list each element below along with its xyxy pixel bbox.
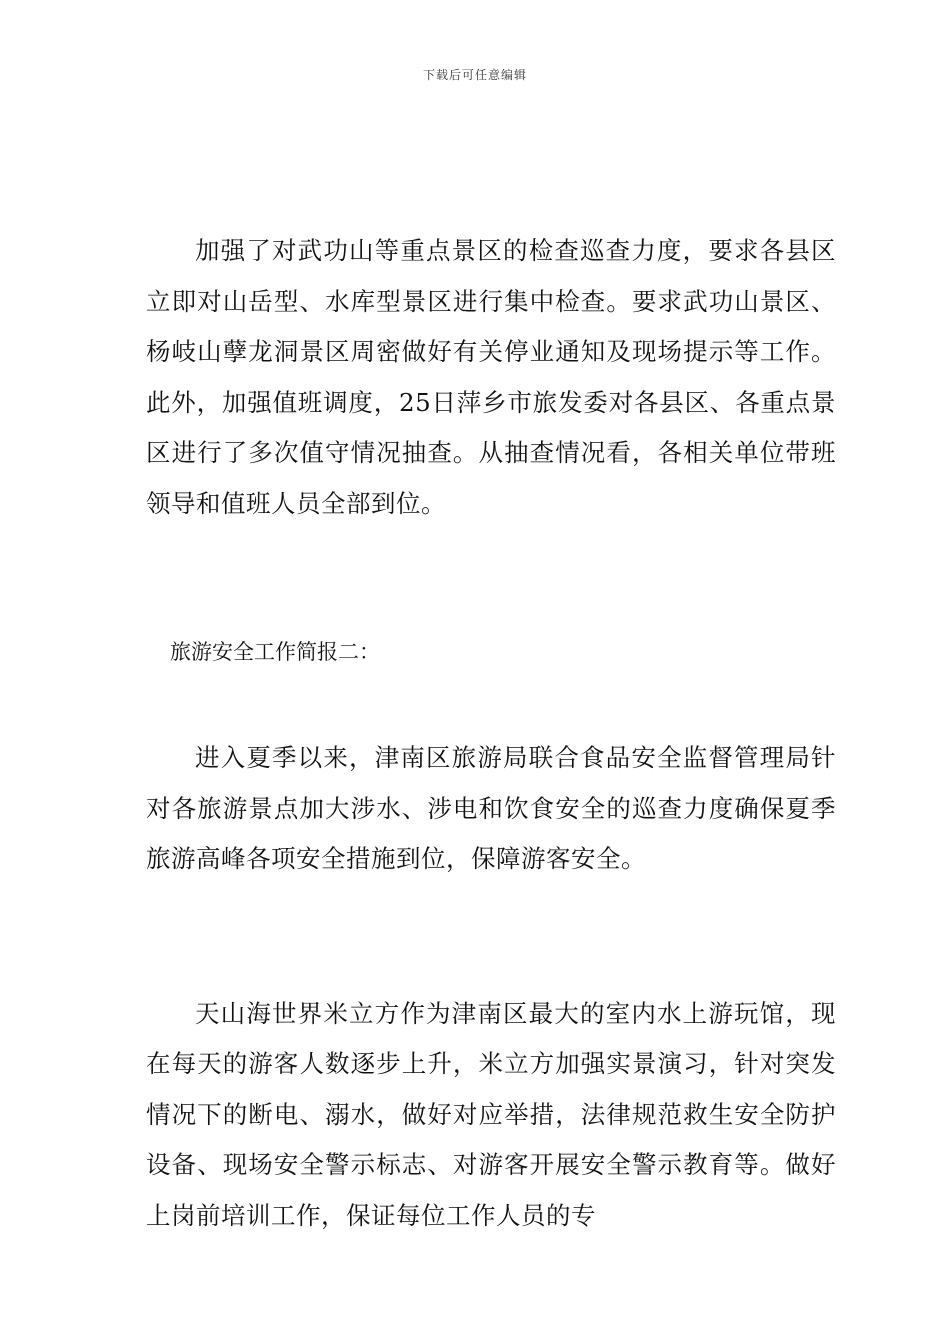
paragraph-water-park: 天山海世界米立方作为津南区最大的室内水上游玩馆，现在每天的游客人数逐步上升，米立方加强实景演习，针对突发情况下的断电、溺水，做好对应举措，法律规范救生安全防护设备、现场安全警示标志、对游客开展安全警示教育等。做好上岗前培训工作，保证每位工作人员的专 bbox=[146, 998, 836, 1230]
spacer bbox=[146, 529, 836, 637]
paragraph-summer-safety: 进入夏季以来，津南区旅游局联合食品安全监督管理局针对各旅游景点加大涉水、涉电和饮食安全的巡查力度确保夏季旅游高峰各项安全措施到位，保障游客安全。 bbox=[146, 743, 836, 873]
section-heading: 旅游安全工作简报二： bbox=[170, 640, 380, 664]
spacer bbox=[146, 885, 836, 989]
document-body bbox=[146, 226, 836, 1241]
paragraph-inspection: 加强了对武功山等重点景区的检查巡查力度，要求各县区立即对山岳型、水库型景区进行集中检查。要求武功山景区、杨岐山孽龙洞景区周密做好有关停业通知及现场提示等工作。此外，加强值班调度，25日萍乡市旅发委对各县区、各重点景区进行了多次值守情况抽查。从抽查情况看，各相关单位带班领导和值班人员全部到位。 bbox=[146, 236, 836, 518]
page-header-note: 下载后可任意编辑 bbox=[422, 68, 527, 82]
spacer bbox=[146, 667, 836, 733]
